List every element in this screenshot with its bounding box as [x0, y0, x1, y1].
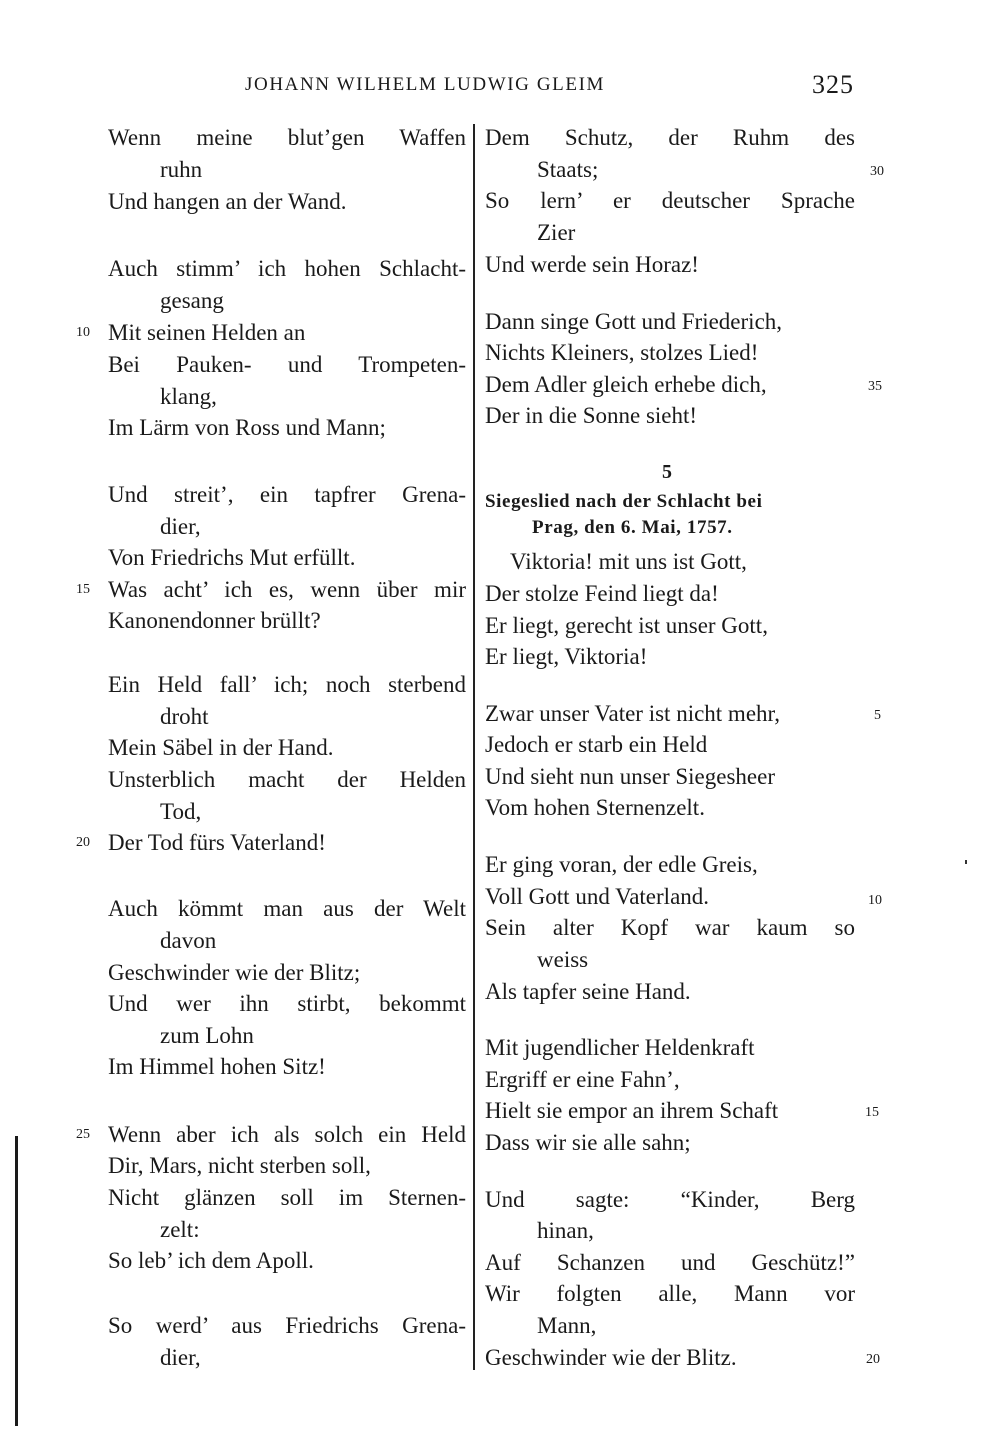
verse-line: Wir folgten alle, Mann vor	[485, 1281, 855, 1306]
verse-line: zum Lohn	[160, 1023, 254, 1048]
verse-line: Auch kömmt man aus der Welt	[108, 896, 466, 921]
verse-line: Kanonendonner brüllt?	[108, 608, 321, 633]
verse-line: Und streit’, ein tapfrer Grena-	[108, 482, 466, 507]
verse-line: dier,	[160, 1345, 201, 1370]
line-number: 5	[874, 708, 881, 723]
verse-line: Wenn aber ich als solch ein Held	[108, 1122, 466, 1147]
verse-line: Auf Schanzen und Geschütz!”	[485, 1250, 855, 1275]
verse-line: Der in die Sonne sieht!	[485, 403, 698, 428]
verse-line: Und sieht nun unser Siegesheer	[485, 764, 775, 789]
running-header	[0, 70, 1000, 106]
verse-line: So werd’ aus Friedrichs Grena-	[108, 1313, 466, 1338]
verse-line: weiss	[537, 947, 589, 972]
verse-line: Staats;	[537, 157, 599, 182]
verse-line: Mit seinen Helden an	[108, 320, 306, 345]
verse-line: Dem Schutz, der Ruhm des	[485, 125, 855, 150]
verse-line: dier,	[160, 514, 201, 539]
scan-speck	[965, 860, 967, 864]
verse-line: Jedoch er starb ein Held	[485, 732, 708, 757]
verse-line: Viktoria! mit uns ist Gott,	[510, 549, 747, 574]
verse-line: ruhn	[160, 157, 203, 182]
verse-line: Als tapfer seine Hand.	[485, 979, 691, 1004]
line-number: 25	[76, 1127, 90, 1142]
verse-line: Mit jugendlicher Heldenkraft	[485, 1035, 755, 1060]
verse-line: Hielt sie empor an ihrem Schaft	[485, 1098, 779, 1123]
verse-line: Und wer ihn stirbt, bekommt	[108, 991, 466, 1016]
verse-line: Zier	[537, 220, 576, 245]
line-number: 15	[76, 582, 90, 597]
page-number: 325	[812, 70, 854, 99]
section-title: Prag, den 6. Mai, 1757.	[532, 517, 733, 538]
header-title: JOHANN WILHELM LUDWIG GLEIM	[245, 74, 605, 95]
verse-line: davon	[160, 928, 217, 953]
verse-line: Voll Gott und Vaterland.	[485, 884, 710, 909]
column-divider	[473, 124, 475, 1370]
verse-line: Ein Held fall’ ich; noch sterbend	[108, 672, 466, 697]
verse-line: Und hangen an der Wand.	[108, 189, 347, 214]
line-number: 10	[76, 325, 90, 340]
verse-line: Er ging voran, der edle Greis,	[485, 852, 758, 877]
verse-line: Der stolze Feind liegt da!	[485, 581, 719, 606]
verse-line: Dem Adler gleich erhebe dich,	[485, 372, 767, 397]
verse-line: Dir, Mars, nicht sterben soll,	[108, 1153, 371, 1178]
verse-line: Im Himmel hohen Sitz!	[108, 1054, 326, 1079]
verse-line: Nicht glänzen soll im Sternen-	[108, 1185, 466, 1210]
verse-line: Im Lärm von Ross und Mann;	[108, 415, 386, 440]
verse-line: Vom hohen Sternenzelt.	[485, 795, 705, 820]
verse-line: klang,	[160, 384, 217, 409]
verse-line: Und sagte: “Kinder, Berg	[485, 1187, 855, 1212]
verse-line: zelt:	[160, 1217, 200, 1242]
verse-line: Nichts Kleiners, stolzes Lied!	[485, 340, 759, 365]
verse-line: Der Tod fürs Vaterland!	[108, 830, 326, 855]
line-number: 30	[870, 164, 884, 179]
verse-line: Dann singe Gott und Friederich,	[485, 309, 783, 334]
verse-line: Was acht’ ich es, wenn über mir	[108, 577, 466, 602]
verse-line: Geschwinder wie der Blitz;	[108, 960, 361, 985]
verse-line: Dass wir sie alle sahn;	[485, 1130, 691, 1155]
verse-line: Mein Säbel in der Hand.	[108, 735, 334, 760]
verse-line: Tod,	[160, 799, 202, 824]
verse-line: Bei Pauken- und Trompeten-	[108, 352, 466, 377]
verse-line: hinan,	[537, 1218, 594, 1243]
line-number: 35	[868, 379, 882, 394]
verse-line: Mann,	[537, 1313, 597, 1338]
verse-line: Und werde sein Horaz!	[485, 252, 699, 277]
verse-line: Zwar unser Vater ist nicht mehr,	[485, 701, 781, 726]
verse-line: Ergriff er eine Fahn’,	[485, 1067, 680, 1092]
verse-line: So lern’ er deutscher Sprache	[485, 188, 855, 213]
verse-line: Von Friedrichs Mut erfüllt.	[108, 545, 356, 570]
verse-line: gesang	[160, 288, 224, 313]
section-title: Siegeslied nach der Schlacht bei	[485, 491, 763, 512]
line-number: 15	[865, 1105, 879, 1120]
line-number: 20	[866, 1352, 880, 1367]
verse-line: Sein alter Kopf war kaum so	[485, 915, 855, 940]
verse-line: Auch stimm’ ich hohen Schlacht-	[108, 256, 466, 281]
line-number: 10	[868, 893, 882, 908]
section-number: 5	[662, 461, 672, 483]
verse-line: Er liegt, Viktoria!	[485, 644, 648, 669]
verse-line: Er liegt, gerecht ist unser Gott,	[485, 613, 768, 638]
verse-line: droht	[160, 704, 209, 729]
verse-line: Wenn meine blut’gen Waffen	[108, 125, 466, 150]
verse-line: Geschwinder wie der Blitz.	[485, 1345, 737, 1370]
line-number: 20	[76, 835, 90, 850]
verse-line: So leb’ ich dem Apoll.	[108, 1248, 314, 1273]
scan-margin-mark	[15, 1136, 18, 1426]
verse-line: Unsterblich macht der Helden	[108, 767, 466, 792]
